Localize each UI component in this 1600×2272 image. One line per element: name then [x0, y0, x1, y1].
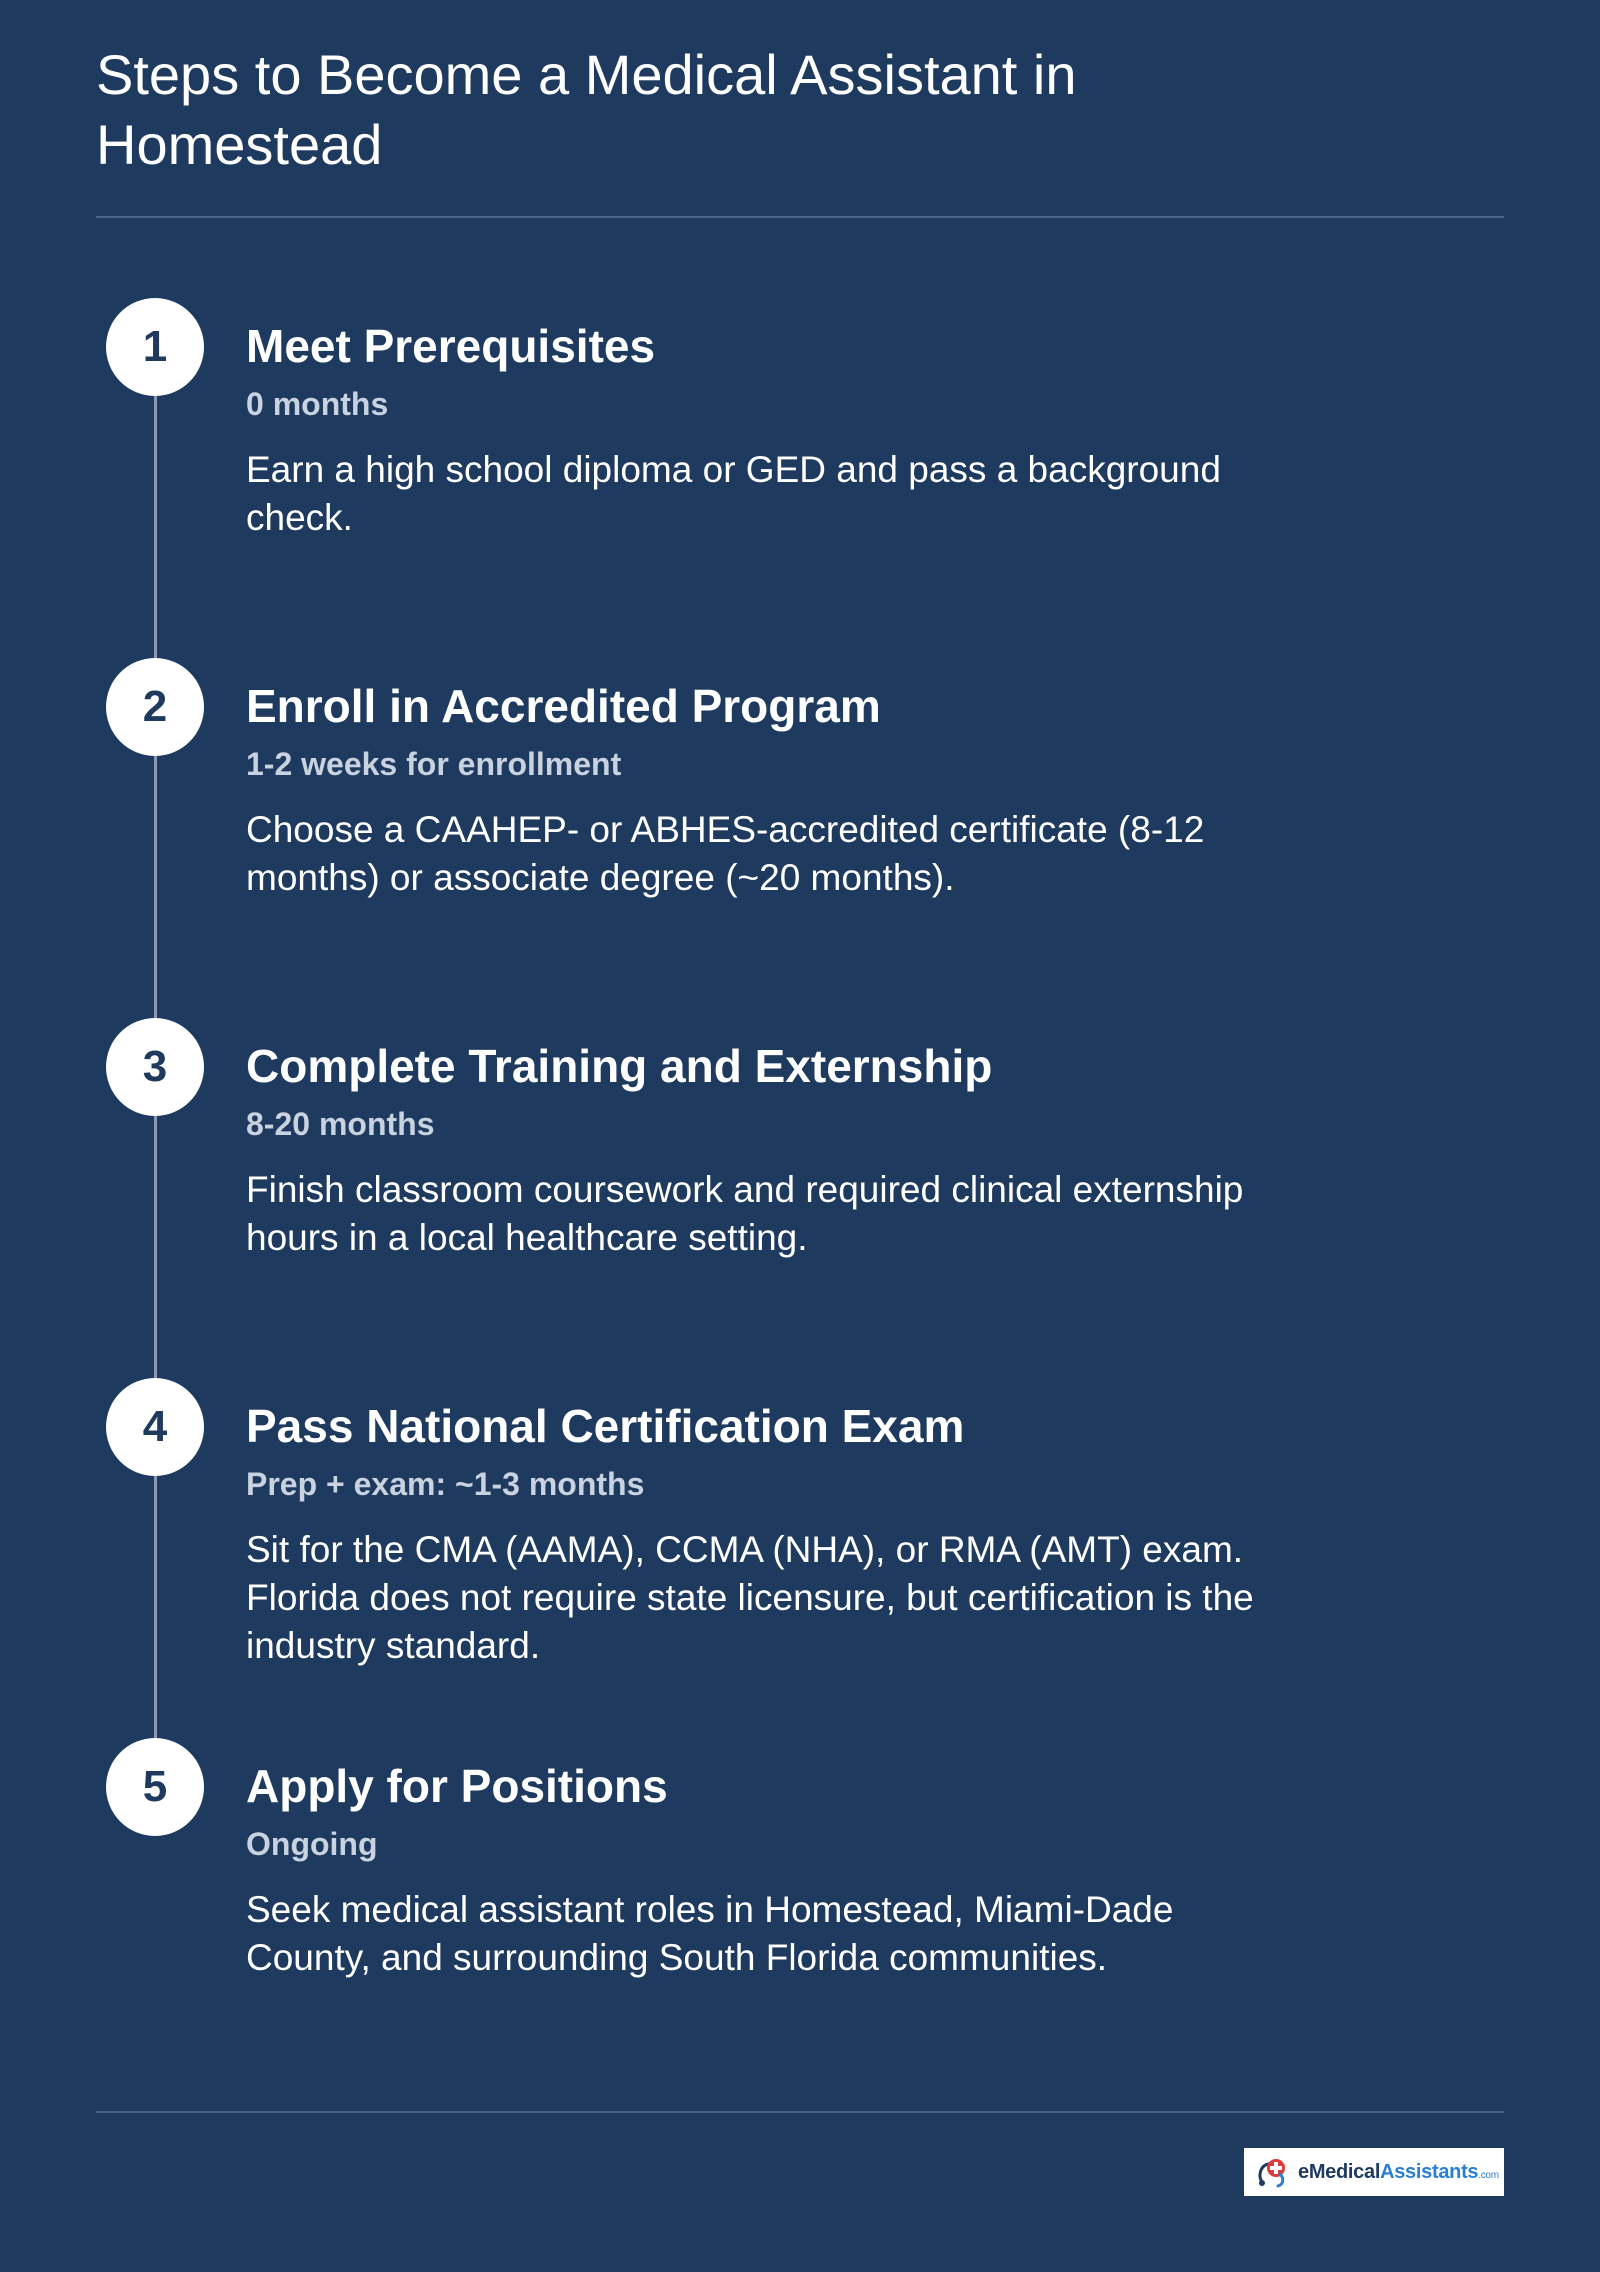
step-title: Complete Training and Externship	[246, 1040, 993, 1092]
step-number-badge: 2	[106, 658, 204, 756]
step-title: Enroll in Accredited Program	[246, 680, 881, 732]
step-description: Earn a high school diploma or GED and pass a background check.	[246, 449, 1221, 538]
step-number-badge: 4	[106, 1378, 204, 1476]
stethoscope-cross-icon	[1254, 2152, 1294, 2192]
page-title: Steps to Become a Medical Assistant in Homestead	[96, 43, 1077, 176]
step-duration: Ongoing	[246, 1826, 378, 1862]
step-description: Choose a CAAHEP- or ABHES-accredited certificate (8-12 months) or associate degree (~20 months).	[246, 809, 1205, 898]
step-duration: 8-20 months	[246, 1106, 435, 1142]
step-number-badge: 3	[106, 1018, 204, 1116]
footer-divider	[96, 2111, 1504, 2113]
step-duration: 1-2 weeks for enrollment	[246, 746, 622, 782]
logo-wordmark	[1298, 2161, 1499, 2184]
step-number-badge: 5	[106, 1738, 204, 1836]
step-description: Sit for the CMA (AAMA), CCMA (NHA), or RMA (AMT) exam. Florida does not require state licensure, but certification is the industry standard.	[246, 1529, 1254, 1666]
step-title: Apply for Positions	[246, 1760, 668, 1812]
step-number-badge: 1	[106, 298, 204, 396]
header-divider	[96, 216, 1504, 218]
logo-text-suffix: .com	[1478, 2169, 1499, 2181]
step-title: Meet Prerequisites	[246, 320, 656, 372]
step-description: Seek medical assistant roles in Homestead, Miami-Dade County, and surrounding South Florida communities.	[246, 1889, 1174, 1978]
emedicalassistants-logo	[1244, 2148, 1504, 2196]
step-title: Pass National Certification Exam	[246, 1400, 965, 1452]
step-description: Finish classroom coursework and required clinical externship hours in a local healthcare setting.	[246, 1169, 1244, 1258]
logo-text-main: eMedical	[1298, 2160, 1381, 2183]
step-duration: 0 months	[246, 386, 389, 422]
step-duration: Prep + exam: ~1-3 months	[246, 1466, 645, 1502]
logo-text-accent: Assistants	[1380, 2160, 1479, 2183]
